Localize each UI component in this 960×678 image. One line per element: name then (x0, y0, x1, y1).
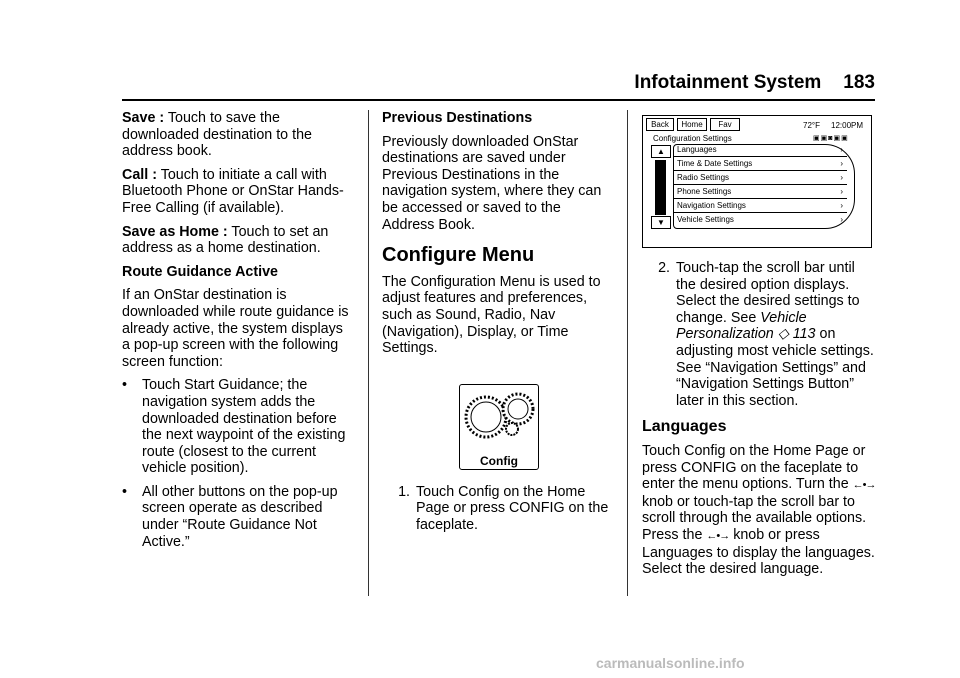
menu-item (673, 144, 847, 157)
menu-item (673, 158, 847, 171)
bullet-item (122, 377, 354, 477)
home-button: Home (677, 118, 707, 131)
subheading: Previous Destinations (382, 110, 533, 126)
header-rule (122, 99, 875, 101)
column-divider (627, 110, 628, 596)
text: Touch to save the downloaded destination to the address book. (122, 110, 312, 160)
heading: Languages (642, 418, 727, 436)
text: Touch-tap the scroll bar until the desired option displays. Select the desired settings to change. See (676, 260, 860, 326)
item-label: Phone Settings (677, 187, 732, 196)
text: Touch to initiate a call with Bluetooth Phone or OnStar Hands-Free Calling (if available). (122, 166, 344, 216)
item-label: Time & Date Settings (677, 159, 753, 168)
text: Touch Config on the Home Page or press CONFIG on the faceplate to enter the menu options. Turn the (642, 442, 866, 493)
temperature: 72°F (803, 121, 820, 130)
text (676, 260, 876, 409)
text: Touch to set an address as a home destination. (122, 223, 329, 257)
item-label: Vehicle Settings (677, 215, 734, 224)
status-icons: ▣▣◙▣▣ (813, 135, 849, 142)
text: Previously downloaded OnStar destinations are saved under Previous Destinations in the navigation system, where they can be accessed or saved to the Address Book. (382, 133, 602, 233)
back-button: Back (646, 118, 674, 131)
page-header (560, 72, 875, 94)
watermark: carmanualsonline.info (596, 655, 745, 671)
left-column (122, 110, 354, 557)
bullet: • (122, 483, 128, 500)
chevron-right-icon: › (840, 159, 843, 168)
step-item (382, 484, 614, 534)
right-column (642, 110, 876, 585)
subheading: Route Guidance Active (122, 263, 278, 280)
term: Save as Home : (122, 223, 228, 240)
middle-column (382, 110, 614, 541)
menu-item (673, 200, 847, 213)
chevron-right-icon: › (840, 173, 843, 182)
column-divider (368, 110, 369, 596)
step-number: 2. (658, 260, 670, 276)
knob-icon: ←•→ (706, 529, 730, 542)
text: knob or press Languages to display the languages. Select the desired language. (642, 526, 875, 578)
scroll-down-icon: ▼ (651, 216, 671, 229)
config-label: Config (480, 454, 518, 469)
gears-icon (460, 385, 538, 449)
knob-icon: ←•→ (852, 479, 876, 492)
text: If an OnStar destination is downloaded while route guidance is already active, the system displays a pop-up screen with the following screen function: (122, 287, 349, 370)
heading: Configure Menu (382, 244, 535, 267)
item-label: Radio Settings (677, 173, 730, 182)
term: Call : (122, 166, 157, 183)
chevron-right-icon: › (840, 201, 843, 210)
text: Touch Config on the Home Page or press CONFIG on the faceplate. (416, 483, 609, 533)
chevron-right-icon: › (840, 145, 843, 154)
page-reference: ◇ 113 (777, 326, 816, 343)
section-title: Infotainment System (634, 72, 822, 93)
text: The Configuration Menu is used to adjust features and preferences, such as Sound, Radio, Nav (Navigation), Display, or Time Settings. (382, 273, 601, 357)
menu-item (673, 214, 847, 226)
text: Touch Start Guidance; the navigation system adds the downloaded destination before the next waypoint of the existing route (closest to the current vehicle position). (142, 377, 346, 477)
step-item (642, 260, 876, 409)
item-label: Languages (677, 145, 717, 154)
scroll-up-icon: ▲ (651, 145, 671, 158)
text: on adjusting most vehicle settings. See “Navigation Settings” and “Navigation Settings Button” later in this section. (676, 326, 874, 409)
scrollbar (655, 160, 666, 215)
menu-item (673, 186, 847, 199)
chevron-right-icon: › (840, 215, 843, 224)
cross-reference-link[interactable]: Vehicle Personalization (676, 309, 807, 343)
menu-item (673, 172, 847, 185)
text: All other buttons on the pop-up screen operate as described under “Route Guidance Not Active.” (142, 483, 338, 550)
config-icon (459, 384, 539, 470)
fav-button: Fav (710, 118, 740, 131)
clock: 12:00PM (831, 121, 864, 130)
bullet: • (122, 377, 128, 394)
page-number: 183 (843, 72, 875, 93)
step-number: 1. (398, 483, 410, 500)
config-settings-screen (642, 115, 872, 248)
term: Save : (122, 110, 165, 126)
screen-title: Configuration Settings (653, 134, 732, 143)
bullet-item (122, 484, 354, 550)
text: knob or touch-tap the scroll bar to scroll through the available options. Press the (642, 493, 867, 543)
chevron-right-icon: › (840, 187, 843, 196)
item-label: Navigation Settings (677, 201, 746, 210)
